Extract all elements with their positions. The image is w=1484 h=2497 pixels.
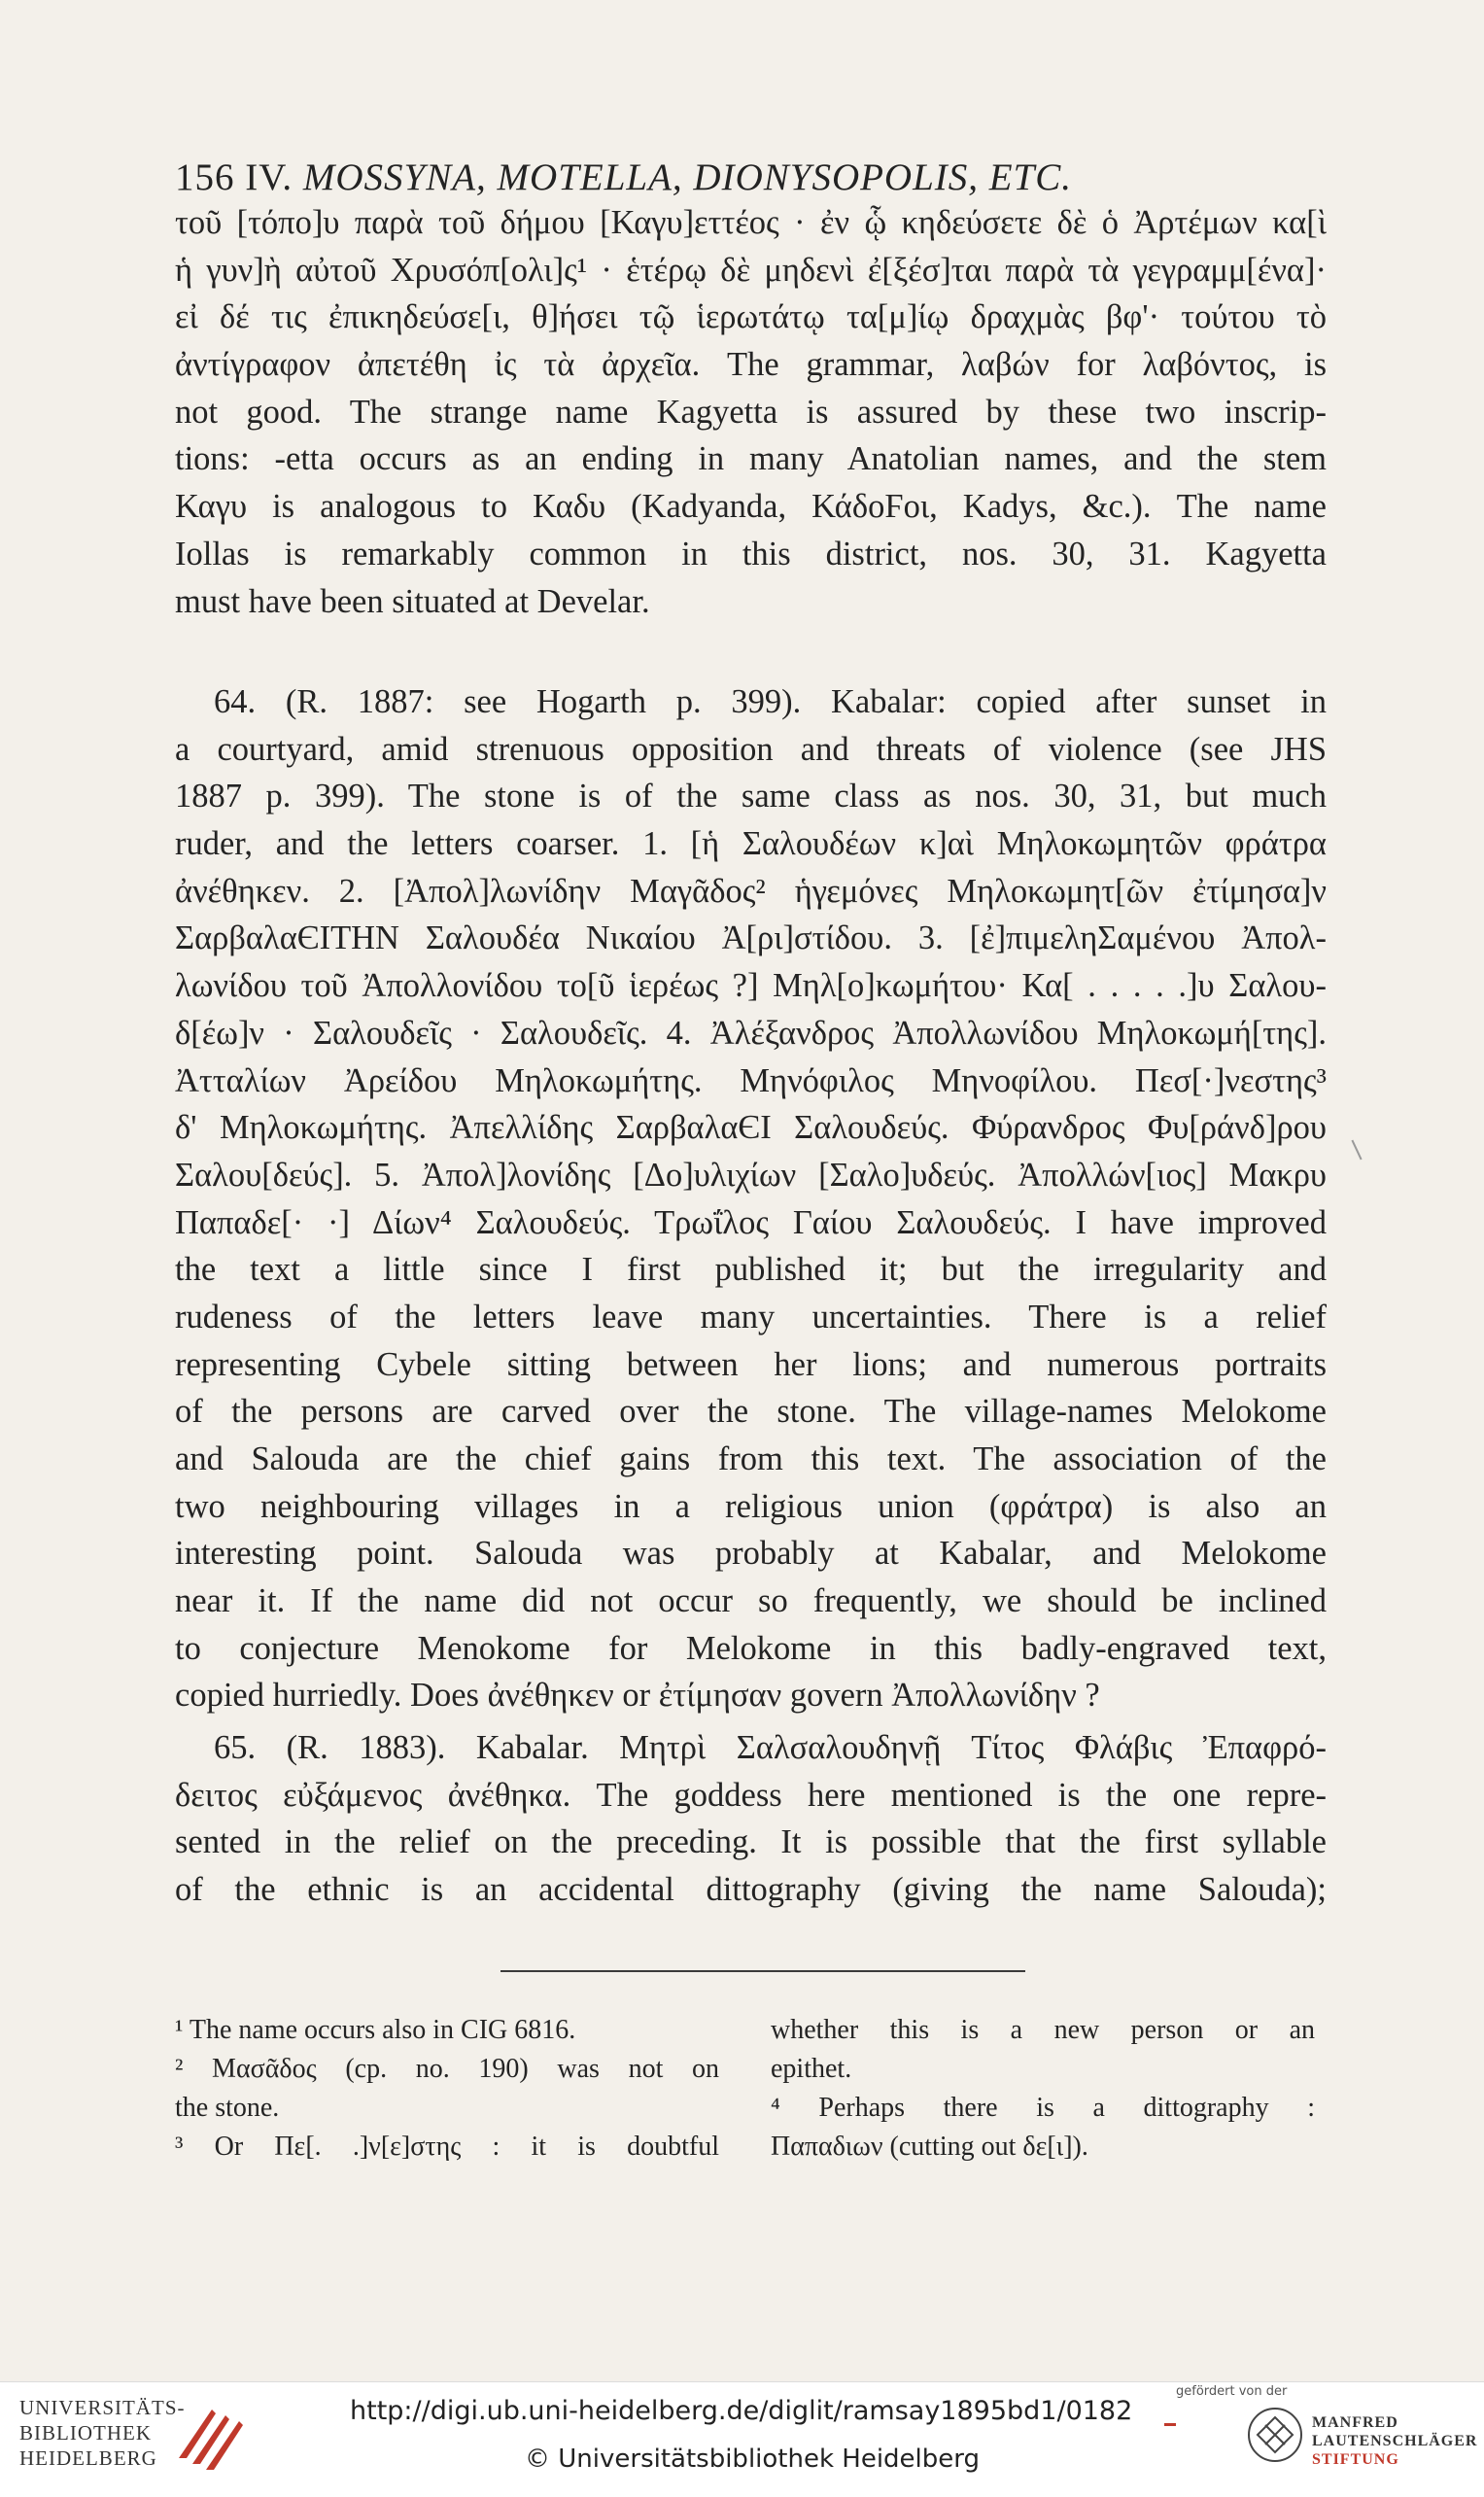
text-line: interesting point. Salouda was probably at Kabalar, and Melokome [175,1535,1327,1573]
paragraph-64 [175,678,1327,1719]
text-line: δ[έω]ν · Σαλουδεῖς · Σαλουδεῖς. 4. Ἀλέξανδρος Ἀπολλωνίδου Μηλοκωμή[της]. [175,1014,1327,1052]
text-line: of the persons are carved over the stone. The village-names Melokome [175,1393,1327,1431]
text-line: of the ethnic is an accidental dittography (giving the name Salouda); [175,1871,1327,1909]
text-line: ruder, and the letters coarser. 1. [ἡ Σαλουδέων κ]αὶ Μηλοκωμητῶν φράτρα [175,825,1327,863]
text-line: 1887 p. 399). The stone is of the same class as nos. 30, 31, but much [175,778,1327,815]
chapter-number: IV. [245,156,293,198]
text-line: near it. If the name did not occur so frequently, we should be inclined [175,1582,1327,1620]
text-line: tions: -etta occurs as an ending in many Anatolian names, and the stem [175,440,1327,478]
text-line: λωνίδου τοῦ Ἀπολλονίδου το[ῦ ἱερέως ?] Μηλ[ο]κωμήτου· Κα[ . . . . .]υ Σαλου- [175,967,1327,1005]
paragraph-63-continuation [175,199,1327,625]
footnote-line: epithet. [771,2054,852,2084]
viewer-footer [0,2381,1484,2497]
text-line: 64. (R. 1887: see Hogarth p. 399). Kabalar: copied after sunset in [214,683,1327,720]
text-line: Παπαδε[· ·] Δίων⁴ Σαλουδεύς. Τρωΐλος Γαίου Σαλουδεύς. I have improved [175,1203,1327,1241]
text-line: a courtyard, amid strenuous opposition and threats of violence (see JHS [175,730,1327,768]
text-line: representing Cybele sitting between her lions; and numerous portraits [175,1345,1327,1383]
margin-mark [1351,1140,1362,1161]
text-line: and Salouda are the chief gains from this text. The association of the [175,1440,1327,1477]
text-line: copied hurriedly. Does ἀνέθηκεν or ἐτίμησαν govern Ἀπολλωνίδην ? [175,1677,1100,1715]
footnote-line: the stone. [175,2093,280,2123]
text-line: Iollas is remarkably common in this district, nos. 30, 31. Kagyetta [175,535,1327,572]
footnote-rule [500,1970,1025,1972]
paragraph-65 [175,1724,1327,1914]
text-line: 65. (R. 1883). Kabalar. Μητρὶ Σαλσαλουδηνῇ Τίτος Φλάβις Ἐπαφρό- [214,1729,1327,1766]
text-line: Καγυ is analogous to Καδυ (Kadyanda, ΚάδοϜοι, Kadys, &c.). The name [175,488,1327,526]
text-line: must have been situated at Develar. [175,582,650,620]
text-line: ἡ γυν]ὴ αὐτοῦ Χρυσόπ[ολι]ς¹ · ἑτέρῳ δὲ μηδενὶ ἐ[ξέσ]ται παρὰ τὰ γεγραμμ[ένα]· [175,251,1327,289]
sponsor-note: gefördert von der [1176,2384,1288,2399]
text-line: Ἀτταλίων Ἀρείδου Μηλοκωμήτης. Μηνόφιλος Μηνοφίλου. Πεσ[·]νεστης³ [175,1061,1327,1099]
permalink-url[interactable]: http://digi.ub.uni-heidelberg.de/diglit/ramsay1895bd1/0182 [350,2396,1133,2426]
page-number: 156 [175,156,235,198]
library-logo-icon [173,2400,251,2478]
footnotes-right-column [771,2011,1315,2167]
library-name: UNIVERSITÄTS- BIBLIOTHEK HEIDELBERG [19,2396,186,2470]
copyright-notice: © Universitätsbibliothek Heidelberg [525,2445,981,2474]
footnote-line: whether this is a new person or an [771,2015,1315,2045]
sponsor-name: MANFRED LAUTENSCHLÄGER STIFTUNG [1312,2414,1478,2468]
text-line: ΣαρβαλαЄΙΤΗΝ Σαλουδέα Νικαίου Ἀ[ρι]στίδου. 3. [ἐ]πιμεληΣαμένου Ἀπολ- [175,919,1327,957]
running-header [175,156,1327,199]
text-line: not good. The strange name Kagyetta is assured by these two inscrip- [175,393,1327,431]
text-line: Σαλου[δεύς]. 5. Ἀπολ]λονίδης [Δο]υλιχίων [Σαλο]υδεύς. Ἀπολλών[ιος] Μακρυ [175,1156,1327,1194]
text-line: to conjecture Menokome for Melokome in this badly-engraved text, [175,1629,1327,1667]
footnote-line: ¹ The name occurs also in CIG 6816. [175,2015,576,2045]
footnote-line: ³ Or Πε[. .]ν[ε]στης : it is doubtful [175,2132,719,2162]
footnote-line: Παπαδιων (cutting out δε[ι]). [771,2132,1088,2162]
text-line: δειτος εὐξάμενος ἀνέθηκα. The goddess here mentioned is the one repre- [175,1776,1327,1814]
text-line: the text a little since I first published it; but the irregularity and [175,1251,1327,1289]
footnotes-left-column [175,2011,719,2167]
text-line: εἰ δέ τις ἐπικηδεύσε[ι, θ]ήσει τῷ ἱερωτάτῳ τα[μ]ίῳ δραχμὰς βφ'· τούτου τὸ [175,298,1327,336]
sponsor-logo-icon [1244,2404,1306,2466]
text-line: ἀνέθηκεν. 2. [Ἀπολ]λωνίδην Μαγᾶδος² ἡγεμόνες Μηλοκωμητ[ῶν ἐτίμησα]ν [175,872,1327,910]
text-line: τοῦ [τόπο]υ παρὰ τοῦ δήμου [Καγυ]εττέος · ἐν ᾧ κηδεύσετε δὲ ὁ Ἀρτέμων κα[ὶ [175,204,1327,241]
separator-dash [1164,2423,1176,2426]
text-line: rudeness of the letters leave many uncertainties. There is a relief [175,1298,1327,1335]
text-line: ἀντίγραφον ἀπετέθη ἰς τὰ ἀρχεῖα. The grammar, λαβών for λαβόντος, is [175,346,1327,384]
footnote-line: ⁴ Perhaps there is a dittography : [771,2093,1315,2123]
text-line: two neighbouring villages in a religious union (φράτρα) is also an [175,1487,1327,1525]
text-line: sented in the relief on the preceding. It is possible that the first syllable [175,1823,1327,1861]
text-line: δ' Μηλοκωμήτης. Ἀπελλίδης ΣαρβαλαЄΙ Σαλουδεύς. Φύρανδρος Φυ[ράνδ]ρου [175,1109,1327,1147]
chapter-title: MOSSYNA, MOTELLA, DIONYSOPOLIS, ETC. [302,156,1073,198]
footnote-line: ² Μασᾶδος (cp. no. 190) was not on [175,2054,719,2084]
